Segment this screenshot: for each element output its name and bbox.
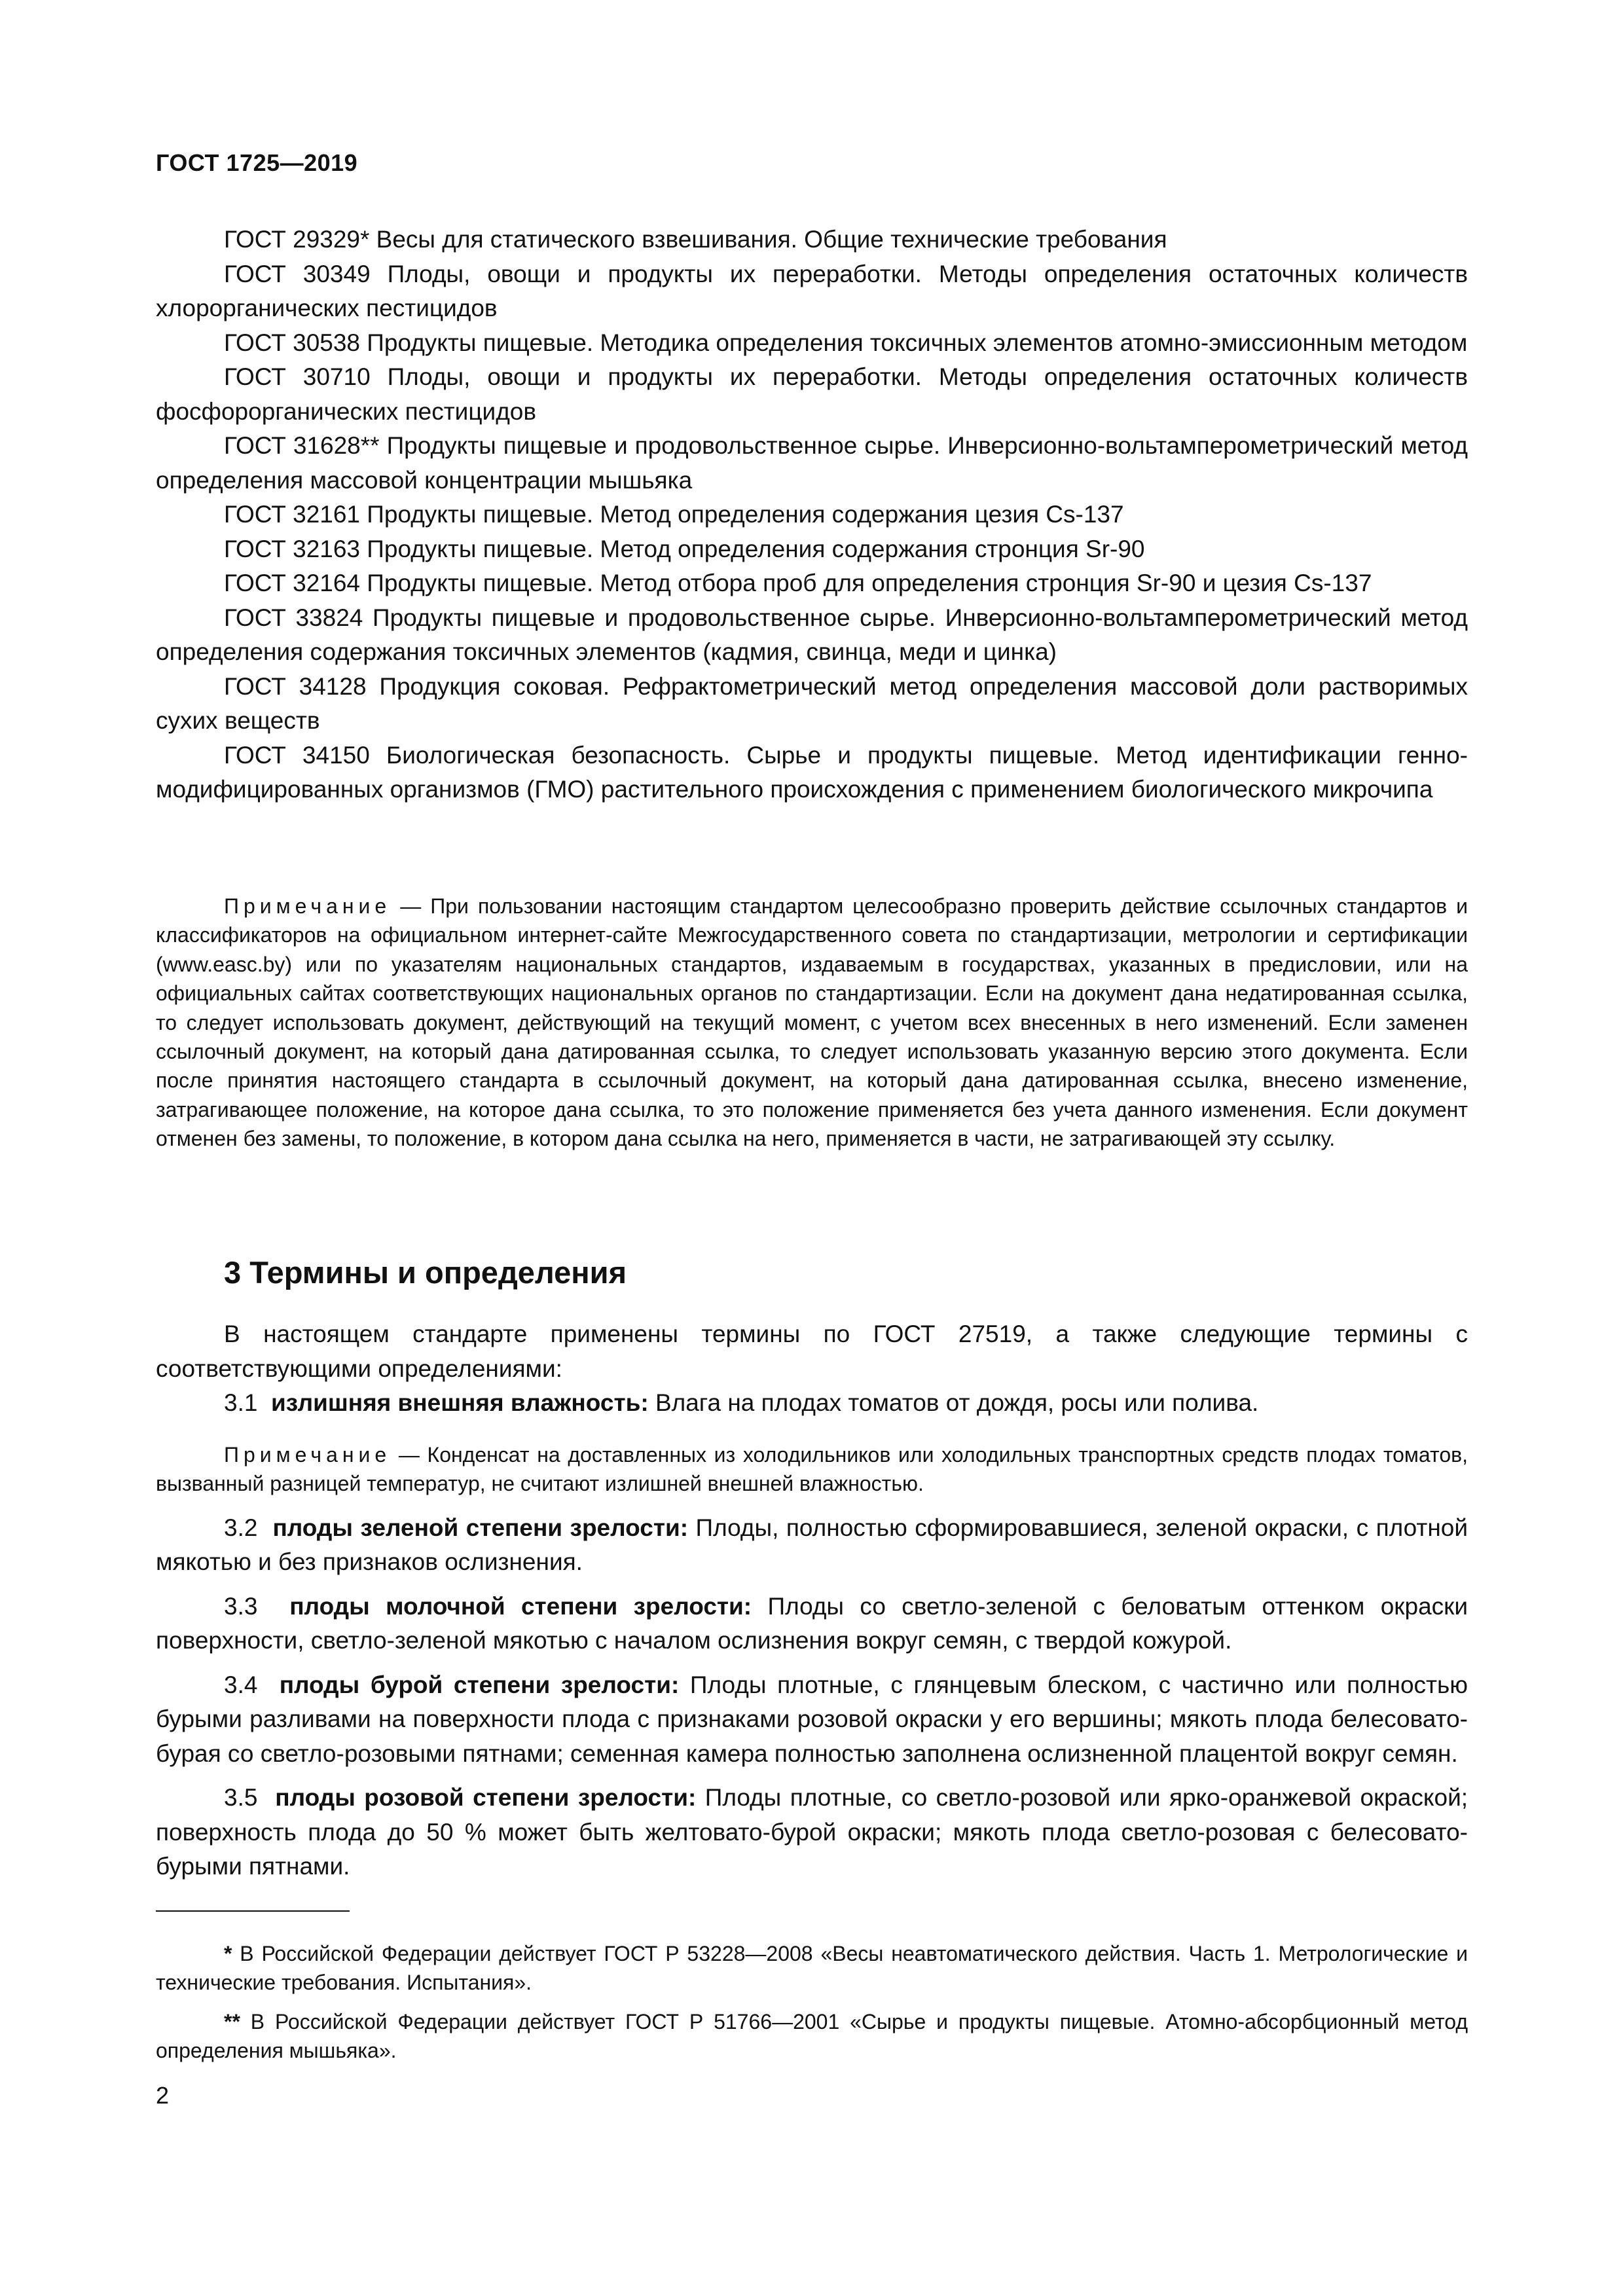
references-note xyxy=(156,892,1468,1154)
page-number: 2 xyxy=(156,2082,170,2109)
note-text: — Конденсат на доставленных из холодильников или холодильных транспортных средств плодах томатов, вызванный разницей температур, не считают излишней внешней влажностью. xyxy=(156,1442,1468,1495)
term-3-1 xyxy=(156,1386,1468,1421)
reference-item: ГОСТ 31628** Продукты пищевые и продовольственное сырье. Инверсионно-вольтамперометрический метод определения массовой концентрации мышьяка xyxy=(156,432,1468,494)
term-definition: Плоды плотные, с глянцевым блеском, с частично или полностью бурыми разливами на поверхности плода с признаками розовой окраски у его вершины; мякоть плода белесовато-бурая со светло-розовыми пятнами; семенная камера полностью заполнена ослизненной плацентой вокруг семян. xyxy=(156,1671,1468,1767)
term-3-2 xyxy=(156,1511,1468,1580)
reference-item: ГОСТ 32164 Продукты пищевые. Метод отбора проб для определения стронция Sr-90 и цезия Cs-137 xyxy=(224,570,1372,596)
term-definition: Влага на плодах томатов от дождя, росы или полива. xyxy=(655,1389,1259,1416)
term-number: 3.3 xyxy=(224,1592,258,1620)
term-definition: Плоды плотные, со светло-розовой или ярко-оранжевой окраской; поверхность плода до 50 % может быть желтовато-бурой окраски; мякоть плода светло-розовая с белесовато-бурыми пятнами. xyxy=(156,1784,1468,1880)
page-header-doc-id: ГОСТ 1725—2019 xyxy=(156,149,358,176)
term-name: плоды молочной степени зрелости: xyxy=(289,1592,752,1620)
footnotes xyxy=(156,1939,1468,2075)
term-definition: Плоды со светло-зеленой с беловатым оттенком окраски поверхности, светло-зеленой мякотью с началом ослизнения вокруг семян, с твердой кожурой. xyxy=(156,1592,1468,1654)
normative-references-list xyxy=(156,223,1468,807)
footnote xyxy=(156,1939,1468,1997)
note-text: — При пользовании настоящим стандартом целесообразно проверить действие ссылочных стандартов и классификаторов на официальном интернет-сайте Межгосударственного совета по стандартизации, метрологии и сертификации (www.easc.by) или по указателям национальных стандартов, издаваемым в государствах, указанных в предисловии, или на официальных сайтах соответствующих национальных органов по стандартизации. Если на документ дана недатированная ссылка, то следует использовать документ, действующий на текущий момент, с учетом всех внесенных в него изменений. Если заменен ссылочный документ, на который дана датированная ссылка, то следует использовать указанную версию этого документа. Если после принятия настоящего стандарта в ссылочный документ, на который дана датированная ссылка, внесено изменение, затрагивающее положение, на которое дана ссылка, то это положение применяется без учета данного изменения. Если документ отменен без замены, то положение, в котором дана ссылка на него, применяется в части, не затрагивающей эту ссылку. xyxy=(156,894,1468,1151)
terms-section xyxy=(156,1317,1468,1884)
section-3-title: 3 Термины и определения xyxy=(224,1255,627,1290)
footnote-mark: * xyxy=(224,1942,232,1965)
reference-item: ГОСТ 32161 Продукты пищевые. Метод определения содержания цезия Cs-137 xyxy=(224,501,1124,528)
reference-item: ГОСТ 34128 Продукция соковая. Рефрактометрический метод определения массовой доли растворимых сухих веществ xyxy=(156,672,1468,734)
note-label: Примечание xyxy=(224,1442,392,1467)
reference-item: ГОСТ 30710 Плоды, овощи и продукты их переработки. Методы определения остаточных количеств фосфорорганических пестицидов xyxy=(156,363,1468,425)
term-name: плоды бурой степени зрелости: xyxy=(279,1671,680,1698)
footnote-separator xyxy=(156,1910,350,1912)
reference-item: ГОСТ 29329* Весы для статического взвешивания. Общие технические требования xyxy=(224,226,1167,253)
term-definition: Плоды, полностью сформировавшиеся, зеленой окраски, с плотной мякотью и без признаков ослизнения. xyxy=(156,1514,1468,1575)
reference-item: ГОСТ 33824 Продукты пищевые и продовольственное сырье. Инверсионно-вольтамперометрический метод определения содержания токсичных элементов (кадмия, свинца, меди и цинка) xyxy=(156,604,1468,665)
term-name: плоды зеленой степени зрелости: xyxy=(272,1514,689,1541)
term-number: 3.5 xyxy=(224,1784,258,1811)
note-label: Примечание xyxy=(224,894,392,918)
footnote xyxy=(156,2007,1468,2065)
term-3-4 xyxy=(156,1668,1468,1772)
term-number: 3.1 xyxy=(224,1389,258,1416)
term-3-5 xyxy=(156,1781,1468,1884)
footnote-text: В Российской Федерации действует ГОСТ Р 51766—2001 «Сырье и продукты пищевые. Атомно-абсорбционный метод определения мышьяка». xyxy=(156,2010,1468,2062)
term-number: 3.4 xyxy=(224,1671,258,1698)
term-name: плоды розовой степени зрелости: xyxy=(275,1784,697,1811)
term-name: излишняя внешняя влажность: xyxy=(271,1389,649,1416)
term-number: 3.2 xyxy=(224,1514,258,1541)
footnote-mark: ** xyxy=(224,2010,240,2033)
term-3-3 xyxy=(156,1590,1468,1658)
term-note xyxy=(156,1440,1468,1498)
terms-intro: В настоящем стандарте применены термины по ГОСТ 27519, а также следующие термины с соответствующими определениями: xyxy=(156,1321,1468,1382)
reference-item: ГОСТ 30538 Продукты пищевые. Методика определения токсичных элементов атомно-эмиссионным методом xyxy=(224,329,1468,356)
footnote-text: В Российской Федерации действует ГОСТ Р 53228—2008 «Весы неавтоматического действия. Часть 1. Метрологические и технические требования. Испытания». xyxy=(156,1942,1468,1994)
reference-item: ГОСТ 30349 Плоды, овощи и продукты их переработки. Методы определения остаточных количеств хлорорганических пестицидов xyxy=(156,260,1468,321)
reference-item: ГОСТ 32163 Продукты пищевые. Метод определения содержания стронция Sr-90 xyxy=(224,535,1145,562)
reference-item: ГОСТ 34150 Биологическая безопасность. Сырье и продукты пищевые. Метод идентификации генно-модифицированных организмов (ГМО) растительного происхождения с применением биологического микрочипа xyxy=(156,741,1468,803)
